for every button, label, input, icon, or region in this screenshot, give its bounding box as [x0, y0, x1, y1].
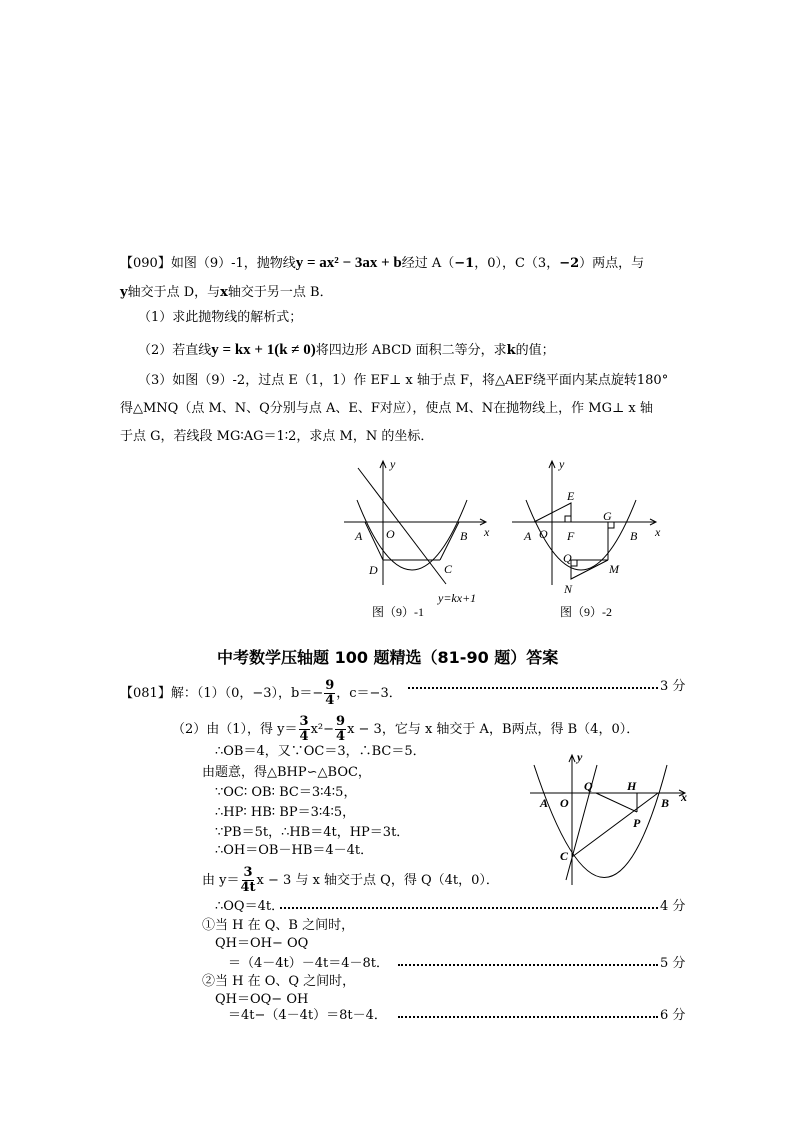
answer-081-part1 [120, 679, 402, 708]
answer-081-part2 [172, 715, 639, 744]
label-F: F [567, 529, 575, 543]
text: （2）由（1），得 y＝ [172, 722, 298, 737]
text: x²− [310, 722, 335, 737]
text: 【081】解：（1）（0，−3），b＝− [120, 686, 324, 701]
label-Q: Q [563, 551, 572, 565]
answer-line: ②当 H 在 O、Q 之间时， [202, 974, 356, 989]
label-A: A [540, 796, 549, 810]
label-O: O [560, 796, 569, 810]
label-H: H [627, 779, 637, 793]
answer-line [202, 866, 499, 895]
dot-leader [408, 687, 658, 689]
numerator: 3 [299, 714, 309, 729]
answers-title: 中考数学压轴题 100 题精选（81-90 题）答案 [217, 648, 559, 667]
score: 5 分 [660, 956, 686, 971]
parabola [534, 765, 670, 878]
text: 由 y＝ [202, 873, 240, 888]
segment-CB [572, 793, 658, 857]
fraction [299, 715, 310, 744]
label-Q: Q [584, 779, 593, 793]
part-3-line2: 得△MNQ（点 M、N、Q分别与点 A、E、F对应），使点 M、N在抛物线上，作 MG⊥ x 轴 [120, 401, 653, 416]
fraction [240, 866, 255, 895]
text: 轴交于点 D，与 [127, 285, 221, 300]
figure-mark [539, 750, 687, 863]
equation-parabola: y = ax² − 3ax + b [295, 255, 402, 271]
label-line: y=kx+1 [438, 591, 477, 605]
label-M: M [609, 562, 619, 576]
part-3-line1: （3）如图（9）-2，过点 E（1，1）作 EF⊥ x 轴于点 F，将△AEF绕平面内某点旋转180° [138, 373, 669, 388]
answer-line: ∴OH＝OB－HB＝4－4t． [215, 843, 374, 858]
text: 的值； [515, 343, 555, 358]
text: 经过 A（ [401, 256, 455, 271]
denominator: 4 [299, 729, 309, 744]
label-D: D [369, 563, 378, 577]
fraction [335, 715, 346, 744]
label-B: B [460, 529, 468, 543]
right-angle-F [565, 516, 571, 522]
score: 4 分 [660, 899, 686, 914]
answer-line: ∵OC∶ OB∶ BC＝3∶4∶5， [215, 785, 357, 800]
text: 将四边形 ABCD 面积二等分，求 [315, 343, 507, 358]
answer-line: ＝（4－4t）－4t＝4－8t． [228, 956, 390, 971]
dot-leader [398, 1016, 658, 1018]
label-O: O [386, 527, 395, 541]
text: 【090】如图（9）-1，抛物线 [120, 256, 296, 271]
caption-9-1: 图（9）-1 [372, 605, 424, 619]
label-A: A [355, 529, 363, 543]
score: 6 分 [660, 1008, 686, 1023]
label-O: O [539, 527, 548, 541]
answer-line: ＝4t−（4－4t）＝8t－4． [228, 1008, 387, 1023]
label-x: x [681, 790, 687, 804]
answer-line: ∵PB＝5t，∴HB＝4t，HP＝3t． [215, 825, 410, 840]
text: （2）若直线 [138, 343, 212, 358]
fraction [324, 679, 335, 708]
label-y: y [577, 750, 583, 764]
var: x [220, 285, 228, 300]
label-B: B [630, 529, 638, 543]
answer-line: ∴OQ＝4t． [215, 899, 285, 914]
label-y: y [559, 457, 565, 471]
dot-leader [398, 964, 658, 966]
text: ，c＝−3． [336, 686, 402, 701]
value: −1 [454, 256, 475, 271]
segment-AD [365, 522, 383, 560]
label-G: G [603, 509, 612, 523]
part-3-line3: 于点 G，若线段 MG∶AG＝1∶2，求点 M，N 的坐标． [120, 429, 434, 444]
line-unused [550, 765, 580, 885]
var: y [120, 285, 128, 300]
numerator: 3 [243, 865, 253, 880]
segment-QP [596, 793, 637, 812]
denominator: 4 [336, 729, 346, 744]
denominator: 4 [325, 693, 335, 708]
label-B: B [661, 796, 670, 810]
figure-9-2 [512, 461, 656, 585]
text: ）两点，与 [579, 256, 645, 271]
figure-081 [530, 755, 685, 885]
label-x: x [484, 525, 490, 539]
denominator: 4t [240, 880, 256, 895]
label-C: C [444, 562, 453, 576]
text: 轴交于另一点 B． [227, 285, 333, 300]
text: x − 3 与 x 轴交于点 Q，得 Q（4t，0）． [256, 873, 499, 888]
answer-line: QH＝OQ− OH [215, 992, 309, 1007]
answer-line: ∴OB＝4，又∵OC＝3，∴BC＝5． [215, 744, 426, 759]
var: k [506, 343, 516, 358]
label-A: A [524, 529, 532, 543]
segment-BC [440, 522, 459, 560]
numerator: 9 [336, 714, 346, 729]
part-1: （1）求此抛物线的解析式； [138, 310, 303, 325]
caption-9-2: 图（9）-2 [560, 605, 612, 619]
value: −2 [559, 256, 580, 271]
label-N: N [564, 582, 573, 596]
answer-line: ∴HP∶ HB∶ BP＝3∶4∶5， [215, 805, 356, 820]
figure-9-1 [344, 461, 486, 585]
label-E: E [567, 489, 575, 503]
label-x: x [655, 525, 661, 539]
right-angle-Q [571, 560, 577, 566]
dot-leader [280, 907, 658, 909]
text: x − 3，它与 x 轴交于 A，B两点，得 B（4，0）． [347, 722, 640, 737]
label-C: C [560, 849, 569, 863]
score: 3 分 [660, 679, 686, 694]
text: ，0），C（3， [474, 256, 560, 271]
numerator: 9 [325, 678, 335, 693]
label-P: P [633, 816, 641, 830]
answer-line: 由题意，得△BHP∽△BOC， [202, 765, 371, 780]
label-y: y [390, 457, 396, 471]
answer-line: QH＝OH− OQ [215, 936, 309, 951]
answer-line: ①当 H 在 Q、B 之间时， [202, 918, 355, 933]
equation-line: y = kx + 1(k ≠ 0) [211, 342, 316, 358]
